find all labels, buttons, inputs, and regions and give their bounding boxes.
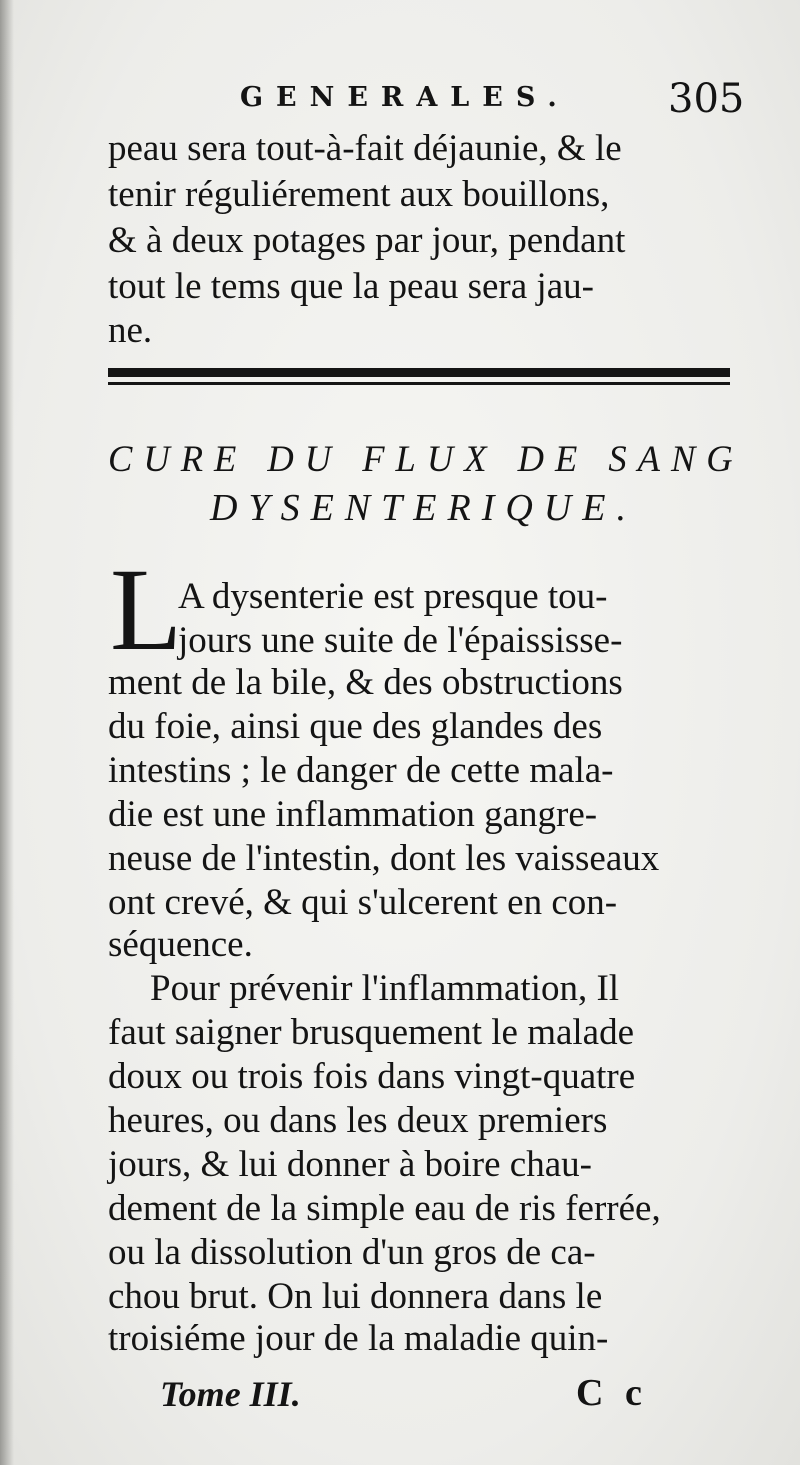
text-line: chou brut. On lui donnera dans le <box>108 1276 603 1317</box>
text-line: Pour prévenir l'inflammation, Il <box>150 968 620 1009</box>
page-gutter-shadow <box>0 0 14 1465</box>
text-line: tout le tems que la peau sera jau- <box>108 266 594 307</box>
text-line: heures, ou dans les deux premiers <box>108 1100 608 1141</box>
text-line: du foie, ainsi que des glandes des <box>108 706 603 747</box>
volume-footer: Tome III. <box>160 1374 301 1414</box>
text-line: ont crevé, & qui s'ulcerent en con- <box>108 882 618 923</box>
text-line: tenir réguliérement aux bouillons, <box>108 174 610 215</box>
text-line: jours une suite de l'épaississe- <box>178 620 623 661</box>
text-line: faut saigner brusquement le malade <box>108 1012 635 1053</box>
drop-cap: L <box>110 544 183 675</box>
section-rule-thick <box>108 368 730 377</box>
section-rule-thin <box>108 382 730 385</box>
text-line: troisiéme jour de la maladie quin- <box>108 1318 609 1359</box>
page-number: 305 <box>668 76 745 122</box>
text-line: intestins ; le danger de cette mala- <box>108 750 614 791</box>
running-head: GENERALES. <box>240 82 570 113</box>
text-line: dement de la simple eau de ris ferrée, <box>108 1188 661 1229</box>
section-heading: CURE DU FLUX DE SANG <box>108 438 744 479</box>
text-line: séquence. <box>108 924 253 965</box>
text-line: die est une inflammation gangre- <box>108 794 598 835</box>
text-line: A dysenterie est presque tou- <box>178 576 608 617</box>
text-line: peau sera tout-à-fait déjaunie, & le <box>108 128 622 169</box>
text-line: jours, & lui donner à boire chau- <box>108 1144 592 1185</box>
text-line: & à deux potages par jour, pendant <box>108 220 626 261</box>
text-line: neuse de l'intestin, dont les vaisseaux <box>108 838 660 879</box>
text-line: doux ou trois fois dans vingt-quatre <box>108 1056 636 1097</box>
text-line: ne. <box>108 310 153 351</box>
text-line: ment de la bile, & des obstructions <box>108 662 623 703</box>
text-line: ou la dissolution d'un gros de ca- <box>108 1232 596 1273</box>
signature-mark: C c <box>576 1372 648 1414</box>
section-heading-subtitle: DYSENTERIQUE. <box>210 487 637 529</box>
